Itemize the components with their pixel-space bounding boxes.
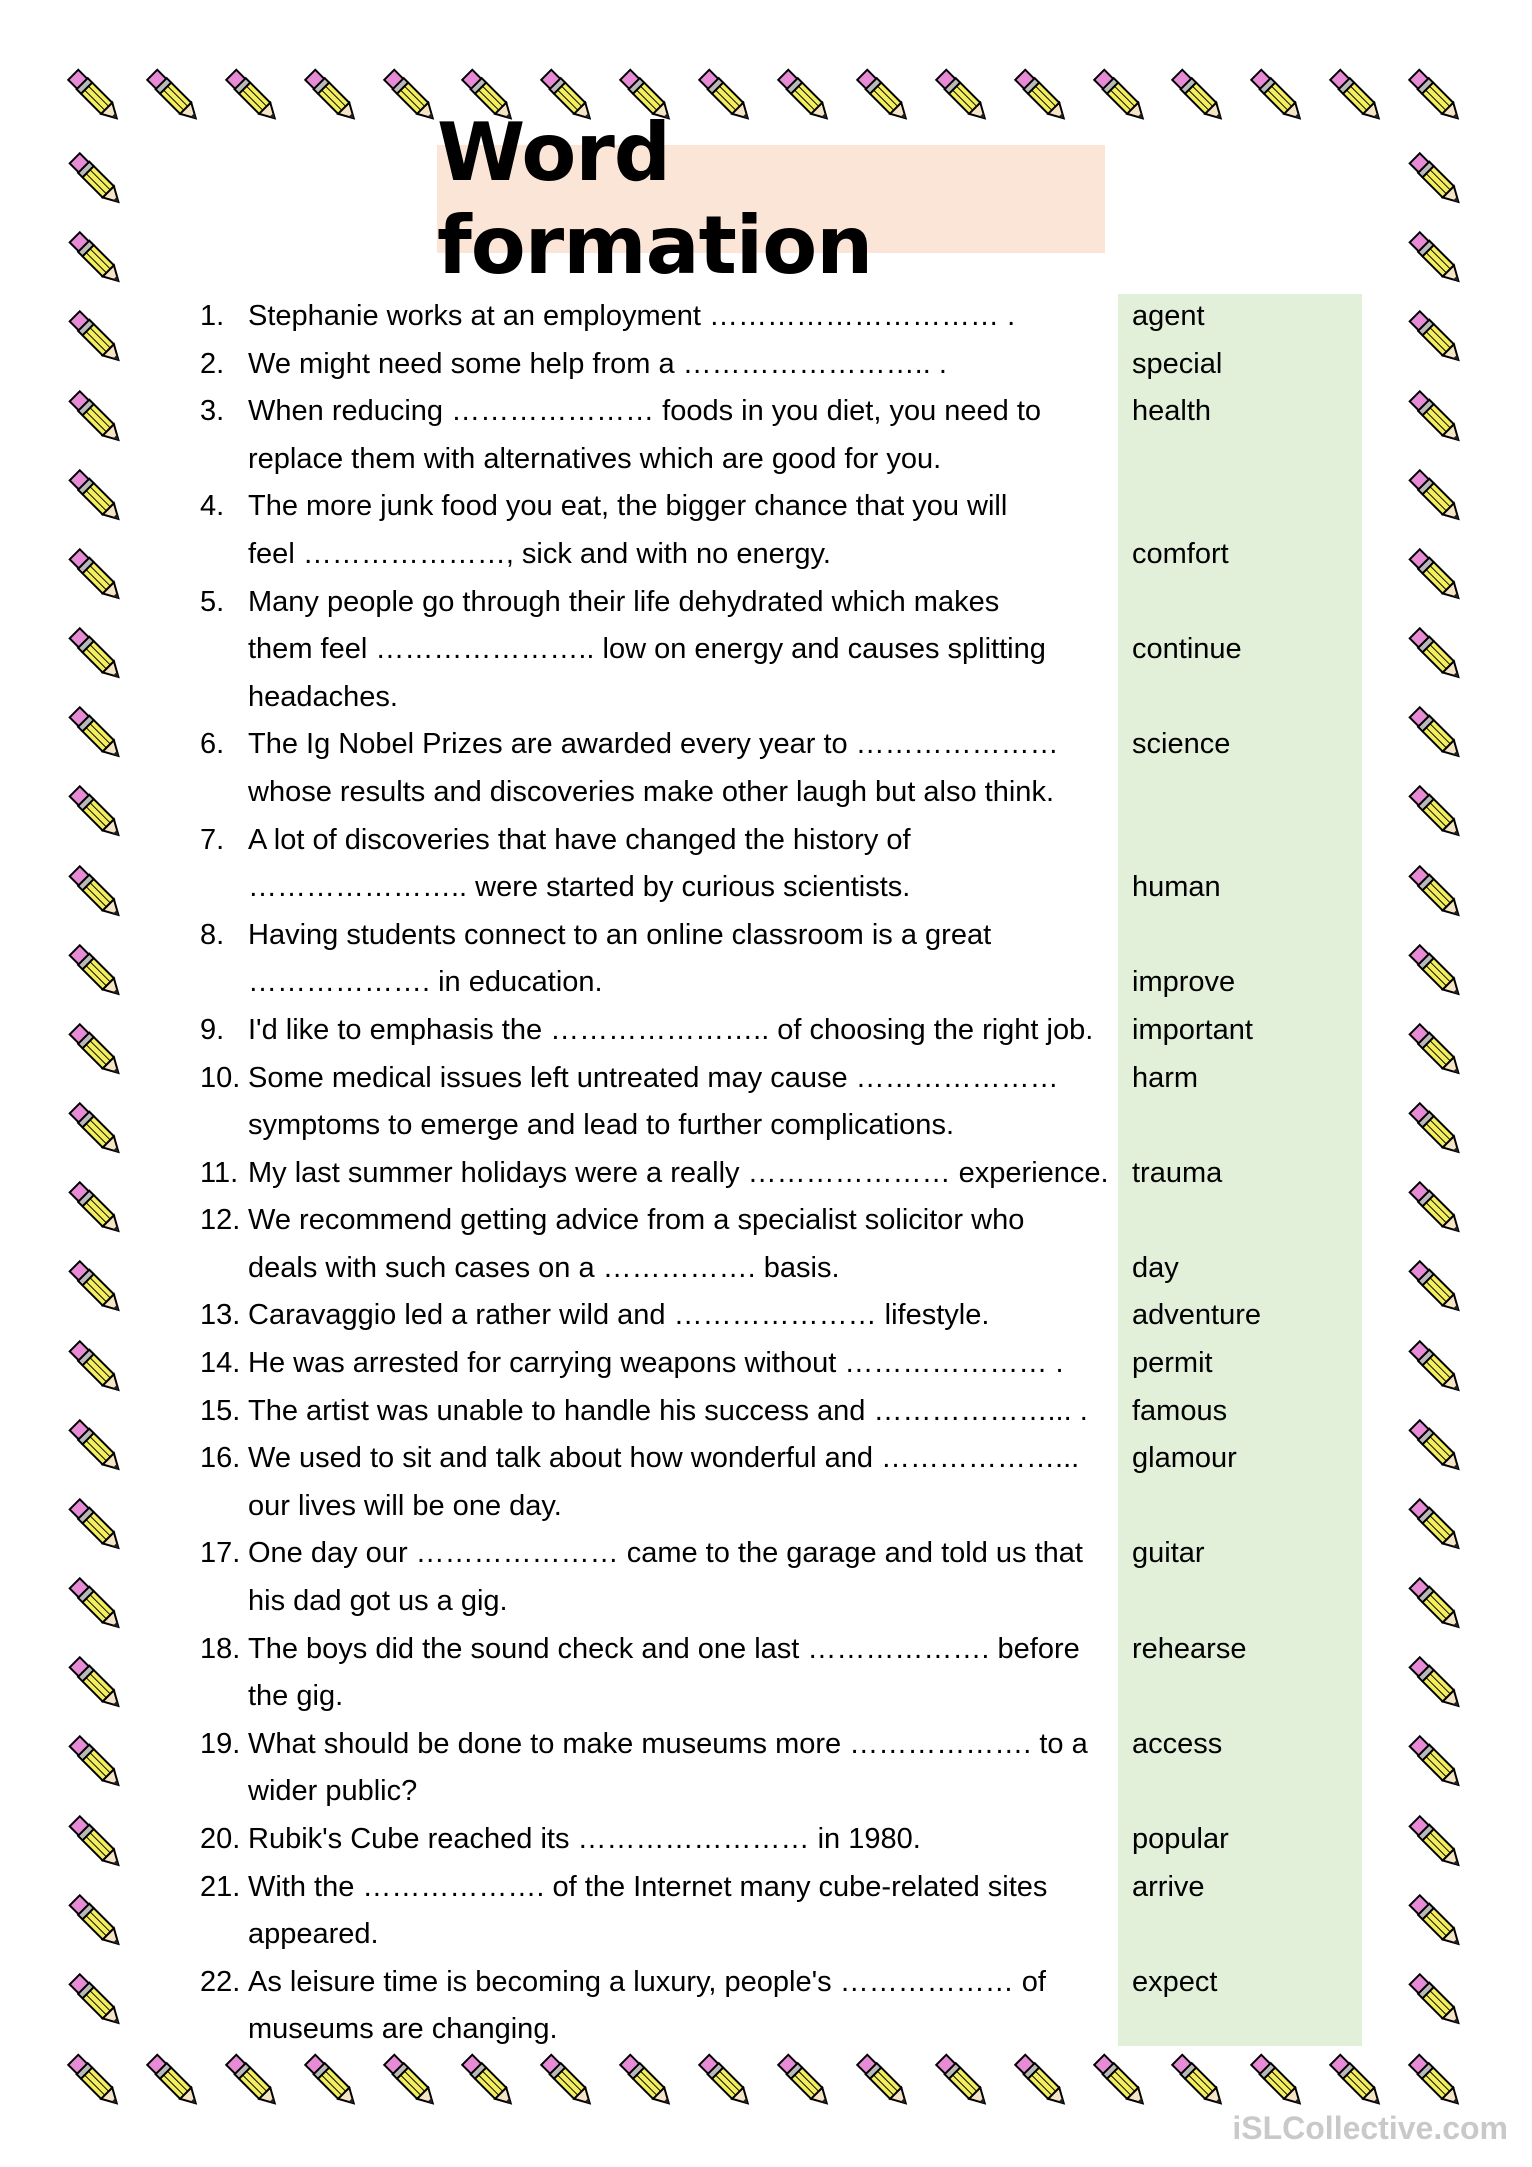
base-word: access bbox=[1132, 1727, 1223, 1760]
pencil-icon bbox=[1395, 1486, 1477, 1565]
base-word: special bbox=[1132, 347, 1223, 380]
sentence-text: appeared. bbox=[248, 1918, 379, 1951]
sentence-text: replace them with alternatives which are good for you. bbox=[248, 442, 942, 475]
sentence-text: Many people go through their life dehydrated which makes bbox=[248, 585, 1000, 618]
pencil-icon bbox=[55, 55, 134, 137]
line-number: 18. bbox=[200, 1632, 241, 1665]
sentence-text: ………………. in education. bbox=[248, 966, 603, 999]
pencil-icon bbox=[55, 932, 137, 1011]
exercise-line bbox=[200, 531, 1370, 579]
sentence-text: Having students connect to an online classroom is a great bbox=[248, 918, 992, 951]
line-number: 20. bbox=[200, 1823, 241, 1855]
exercise-line bbox=[200, 1292, 1370, 1340]
line-number: 11. bbox=[200, 1156, 239, 1189]
sentence-text: We might need some help from a …………………….. . bbox=[248, 347, 947, 380]
exercise-line bbox=[200, 1150, 1370, 1198]
exercise-line bbox=[200, 1959, 1370, 2007]
pencil-icon bbox=[1395, 773, 1477, 852]
pencil-icon bbox=[55, 1169, 137, 1248]
line-number: 5. bbox=[200, 585, 225, 618]
base-word: adventure bbox=[1132, 1299, 1261, 1332]
sentence-text: Rubik's Cube reached its …………………… in 1980. bbox=[248, 1823, 921, 1855]
pencil-icon bbox=[1395, 1328, 1477, 1407]
sentence-text: Stephanie works at an employment ………………………… . bbox=[248, 300, 1016, 332]
exercise-line bbox=[200, 2006, 1370, 2054]
exercise-line bbox=[200, 1626, 1370, 1674]
sentence-text: headaches. bbox=[248, 680, 398, 713]
sentence-text: them feel ………………….. low on energy and causes splitting bbox=[248, 633, 1046, 666]
exercise-line bbox=[200, 1578, 1370, 1626]
sentence-text: When reducing ………………… foods in you diet, you need to bbox=[248, 395, 1042, 428]
exercise-line bbox=[200, 1911, 1370, 1959]
exercise-line bbox=[200, 1483, 1370, 1531]
pencil-icon bbox=[1395, 932, 1477, 1011]
sentence-text: our lives will be one day. bbox=[248, 1489, 562, 1522]
exercise-line bbox=[200, 864, 1370, 912]
sentence-text: A lot of discoveries that have changed the history of bbox=[248, 823, 911, 856]
sentence-text: Caravaggio led a rather wild and ………………… lifestyle. bbox=[248, 1299, 990, 1332]
sentence-text: With the ………………. of the Internet many cube-related sites bbox=[248, 1870, 1048, 1903]
line-number: 4. bbox=[200, 490, 225, 523]
base-word: guitar bbox=[1132, 1537, 1205, 1570]
pencil-icon bbox=[1395, 1169, 1477, 1248]
exercise-line bbox=[200, 721, 1370, 769]
pencil-icon bbox=[55, 615, 137, 694]
exercise-line bbox=[200, 1864, 1370, 1912]
exercise-line bbox=[200, 388, 1370, 436]
sentence-text: the gig. bbox=[248, 1680, 344, 1713]
base-word: comfort bbox=[1132, 537, 1229, 570]
exercise-line bbox=[200, 293, 1370, 341]
exercise-line bbox=[200, 1721, 1370, 1769]
sentence-text: feel …………………, sick and with no energy. bbox=[248, 537, 831, 570]
pencil-icon bbox=[55, 694, 137, 773]
line-number: 10. bbox=[200, 1061, 241, 1094]
exercise-line bbox=[200, 483, 1370, 531]
exercise-line bbox=[200, 674, 1370, 722]
pencil-icon bbox=[1395, 1407, 1477, 1486]
sentence-text: The more junk food you eat, the bigger chance that you will bbox=[248, 490, 1008, 523]
exercise-line bbox=[200, 959, 1370, 1007]
title-box bbox=[437, 106, 1105, 292]
pencil-icon bbox=[1395, 457, 1477, 536]
exercise-line bbox=[200, 341, 1370, 389]
exercise-line bbox=[200, 436, 1370, 484]
base-word: expect bbox=[1132, 1965, 1218, 1998]
pencil-icon bbox=[1395, 694, 1477, 773]
base-word: trauma bbox=[1132, 1156, 1223, 1189]
pencil-icon bbox=[1395, 615, 1477, 694]
pencil-icon bbox=[292, 55, 371, 137]
watermark: iSLCollective.com bbox=[1232, 2110, 1508, 2146]
base-word: science bbox=[1132, 728, 1231, 761]
pencil-icon bbox=[1396, 55, 1475, 137]
exercise-line bbox=[200, 1435, 1370, 1483]
pencil-icon bbox=[55, 1644, 137, 1723]
pencil-icon bbox=[55, 1328, 137, 1407]
sentence-text: One day our ………………… came to the garage and told us that bbox=[248, 1537, 1083, 1570]
line-number: 8. bbox=[200, 918, 225, 951]
sentence-text: his dad got us a gig. bbox=[248, 1585, 508, 1618]
sentence-text: My last summer holidays were a really ………………… experience. bbox=[248, 1156, 1109, 1189]
exercise-line bbox=[200, 1768, 1370, 1816]
pencil-icon bbox=[1395, 1565, 1477, 1644]
exercise-line bbox=[200, 912, 1370, 960]
base-word: agent bbox=[1132, 300, 1205, 332]
pencil-icon bbox=[1395, 1723, 1477, 1802]
line-number: 19. bbox=[200, 1727, 241, 1760]
sentence-text: The boys did the sound check and one last ………………. before bbox=[248, 1632, 1080, 1665]
line-number: 12. bbox=[200, 1204, 241, 1237]
sentence-text: deals with such cases on a ……………. basis. bbox=[248, 1251, 840, 1284]
pencil-icon bbox=[55, 773, 137, 852]
sentence-text: I'd like to emphasis the ………………….. of choosing the right job. bbox=[248, 1013, 1094, 1046]
sentence-text: wider public? bbox=[248, 1775, 418, 1808]
line-number: 16. bbox=[200, 1442, 241, 1475]
exercise-line bbox=[200, 817, 1370, 865]
pencil-icon bbox=[1395, 1090, 1477, 1169]
pencil-icon bbox=[55, 219, 137, 298]
pencil-icon bbox=[1395, 1644, 1477, 1723]
base-word: improve bbox=[1132, 966, 1236, 999]
exercise-list bbox=[200, 293, 1370, 2054]
pencil-icon bbox=[55, 1090, 137, 1169]
sentence-text: We recommend getting advice from a specialist solicitor who bbox=[248, 1204, 1025, 1237]
pencil-icon bbox=[1395, 140, 1477, 219]
pencil-border-right bbox=[1395, 140, 1495, 2040]
sentence-text: The artist was unable to handle his success and ………………... . bbox=[248, 1394, 1088, 1427]
pencil-icon bbox=[55, 1486, 137, 1565]
exercise-line bbox=[200, 579, 1370, 627]
exercise-line bbox=[200, 1340, 1370, 1388]
pencil-icon bbox=[55, 1011, 137, 1090]
sentence-text: symptoms to emerge and lead to further complications. bbox=[248, 1109, 954, 1142]
exercise-line bbox=[200, 1388, 1370, 1436]
line-number: 22. bbox=[200, 1965, 241, 1998]
base-word: permit bbox=[1132, 1347, 1213, 1380]
pencil-icon bbox=[1395, 378, 1477, 457]
base-word: popular bbox=[1132, 1823, 1229, 1855]
line-number: 1. bbox=[200, 300, 225, 332]
base-word: health bbox=[1132, 395, 1212, 428]
pencil-icon bbox=[1395, 1961, 1477, 2040]
pencil-icon bbox=[55, 140, 137, 219]
pencil-icon bbox=[1395, 219, 1477, 298]
pencil-icon bbox=[1238, 55, 1317, 137]
pencil-icon bbox=[1395, 298, 1477, 377]
pencil-icon bbox=[55, 1248, 137, 1327]
pencil-icon bbox=[55, 298, 137, 377]
line-number: 7. bbox=[200, 823, 225, 856]
line-number: 15. bbox=[200, 1394, 241, 1427]
pencil-icon bbox=[55, 1407, 137, 1486]
line-number: 17. bbox=[200, 1537, 241, 1570]
exercise-line bbox=[200, 1245, 1370, 1293]
sentence-text: We used to sit and talk about how wonderful and ………………... bbox=[248, 1442, 1080, 1475]
sentence-text: As leisure time is becoming a luxury, people's ……………… of bbox=[248, 1965, 1046, 1998]
sentence-text: museums are changing. bbox=[248, 2013, 558, 2046]
sentence-text: The Ig Nobel Prizes are awarded every year to ………………… bbox=[248, 728, 1059, 761]
pencil-icon bbox=[1395, 1882, 1477, 1961]
exercise-line bbox=[200, 1530, 1370, 1578]
line-number: 13. bbox=[200, 1299, 241, 1332]
pencil-icon bbox=[1395, 853, 1477, 932]
sentence-text: Some medical issues left untreated may cause ………………… bbox=[248, 1061, 1059, 1094]
base-word: continue bbox=[1132, 633, 1242, 666]
exercise-line bbox=[200, 1816, 1370, 1864]
exercise-line bbox=[200, 1673, 1370, 1721]
sentence-text: He was arrested for carrying weapons without ………………… . bbox=[248, 1347, 1064, 1380]
pencil-icon bbox=[55, 1565, 137, 1644]
base-word: important bbox=[1132, 1013, 1253, 1046]
pencil-icon bbox=[55, 1803, 137, 1882]
pencil-icon bbox=[134, 55, 213, 137]
exercise-line bbox=[200, 1007, 1370, 1055]
pencil-icon bbox=[1395, 536, 1477, 615]
pencil-icon bbox=[1159, 55, 1238, 137]
pencil-icon bbox=[213, 55, 292, 137]
base-word: human bbox=[1132, 871, 1221, 904]
base-word: harm bbox=[1132, 1061, 1199, 1094]
line-number: 3. bbox=[200, 395, 225, 428]
base-word: glamour bbox=[1132, 1442, 1237, 1475]
base-word: rehearse bbox=[1132, 1632, 1247, 1665]
pencil-border-left bbox=[55, 140, 155, 2040]
line-number: 14. bbox=[200, 1347, 241, 1380]
page-title: Word formation bbox=[437, 106, 873, 292]
exercise-line bbox=[200, 626, 1370, 674]
pencil-icon bbox=[55, 1882, 137, 1961]
pencil-icon bbox=[55, 378, 137, 457]
sentence-text: What should be done to make museums more ………………. to a bbox=[248, 1727, 1088, 1760]
pencil-icon bbox=[1317, 55, 1396, 137]
pencil-icon bbox=[55, 2040, 134, 2122]
pencil-icon bbox=[1395, 1248, 1477, 1327]
line-number: 6. bbox=[200, 728, 225, 761]
line-number: 21. bbox=[200, 1870, 241, 1903]
base-word: arrive bbox=[1132, 1870, 1205, 1903]
exercise-line bbox=[200, 1055, 1370, 1103]
pencil-icon bbox=[55, 536, 137, 615]
line-number: 9. bbox=[200, 1013, 225, 1046]
pencil-icon bbox=[1395, 1011, 1477, 1090]
line-number: 2. bbox=[200, 347, 225, 380]
pencil-icon bbox=[55, 457, 137, 536]
sentence-text: whose results and discoveries make other laugh but also think. bbox=[248, 775, 1054, 808]
exercise-line bbox=[200, 1197, 1370, 1245]
pencil-icon bbox=[1395, 1803, 1477, 1882]
pencil-icon bbox=[55, 853, 137, 932]
pencil-icon bbox=[55, 1723, 137, 1802]
base-word: famous bbox=[1132, 1394, 1228, 1427]
sentence-text: ………………….. were started by curious scientists. bbox=[248, 871, 911, 904]
exercise-line bbox=[200, 1102, 1370, 1150]
pencil-icon bbox=[55, 1961, 137, 2040]
base-word: day bbox=[1132, 1251, 1179, 1284]
exercise-line bbox=[200, 769, 1370, 817]
